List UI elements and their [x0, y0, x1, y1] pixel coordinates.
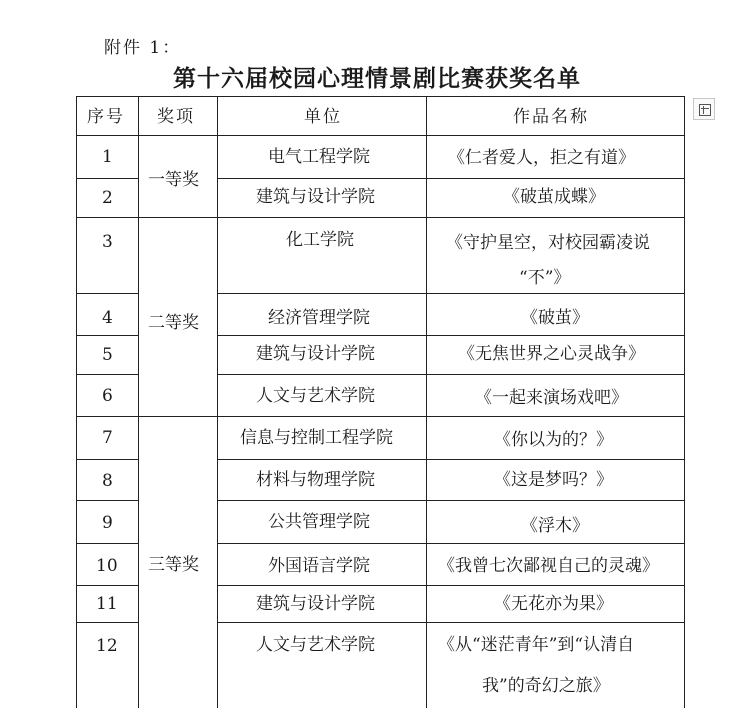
- row-8-no: 8: [102, 471, 113, 491]
- row-6-no: 6: [102, 386, 113, 406]
- row-7-no: 7: [102, 428, 113, 448]
- row-4-no: 4: [102, 308, 113, 328]
- row-1-unit: 电气工程学院: [268, 147, 370, 167]
- row-1-work: 《仁者爱人，拒之有道》: [448, 148, 635, 168]
- row-3-work-line1: 《守护星空，对校园霸凌说: [446, 233, 650, 253]
- row-3-unit: 化工学院: [286, 230, 354, 250]
- row-11-work: 《无花亦为果》: [494, 594, 613, 614]
- header-award: 奖项: [157, 107, 195, 127]
- row-9-unit: 公共管理学院: [268, 512, 370, 532]
- row-1-no: 1: [102, 147, 113, 167]
- award-third: 三等奖: [148, 555, 199, 575]
- row-3-no: 3: [102, 232, 113, 252]
- row-6-work: 《一起来演场戏吧》: [475, 388, 628, 408]
- row-3-work-line2: “不”》: [519, 268, 571, 288]
- row-4-work: 《破茧》: [521, 308, 589, 328]
- row-2-no: 2: [102, 188, 113, 208]
- row-11-no: 11: [96, 594, 118, 614]
- header-unit: 单位: [304, 107, 342, 127]
- row-11-unit: 建筑与设计学院: [256, 594, 375, 614]
- row-9-work: 《浮木》: [521, 516, 589, 536]
- award-first: 一等奖: [148, 170, 199, 190]
- row-10-work: 《我曾七次鄙视自己的灵魂》: [438, 556, 659, 576]
- row-8-work: 《这是梦吗？》: [494, 470, 613, 490]
- row-7-work: 《你以为的？》: [494, 430, 613, 450]
- row-5-work: 《无焦世界之心灵战争》: [458, 344, 645, 364]
- header-index: 序号: [87, 107, 125, 127]
- row-2-work: 《破茧成蝶》: [503, 187, 605, 207]
- document-title: 第十六届校园心理情景剧比赛获奖名单: [173, 65, 581, 92]
- row-7-unit: 信息与控制工程学院: [240, 428, 393, 448]
- row-9-no: 9: [102, 513, 113, 533]
- row-12-no: 12: [96, 636, 118, 656]
- attachment-label: 附件 1：: [104, 38, 182, 58]
- row-8-unit: 材料与物理学院: [256, 470, 375, 490]
- row-4-unit: 经济管理学院: [268, 308, 370, 328]
- row-12-unit: 人文与艺术学院: [256, 635, 375, 655]
- award-second: 二等奖: [148, 313, 199, 333]
- row-12-work-line1: 《从“迷茫青年”到“认清自: [438, 635, 635, 655]
- row-12-work-line2: 我”的奇幻之旅》: [482, 676, 610, 696]
- row-5-unit: 建筑与设计学院: [256, 344, 375, 364]
- row-10-no: 10: [96, 556, 118, 576]
- row-2-unit: 建筑与设计学院: [256, 187, 375, 207]
- row-5-no: 5: [102, 345, 113, 365]
- header-work: 作品名称: [513, 107, 589, 127]
- row-10-unit: 外国语言学院: [268, 556, 370, 576]
- row-6-unit: 人文与艺术学院: [256, 386, 375, 406]
